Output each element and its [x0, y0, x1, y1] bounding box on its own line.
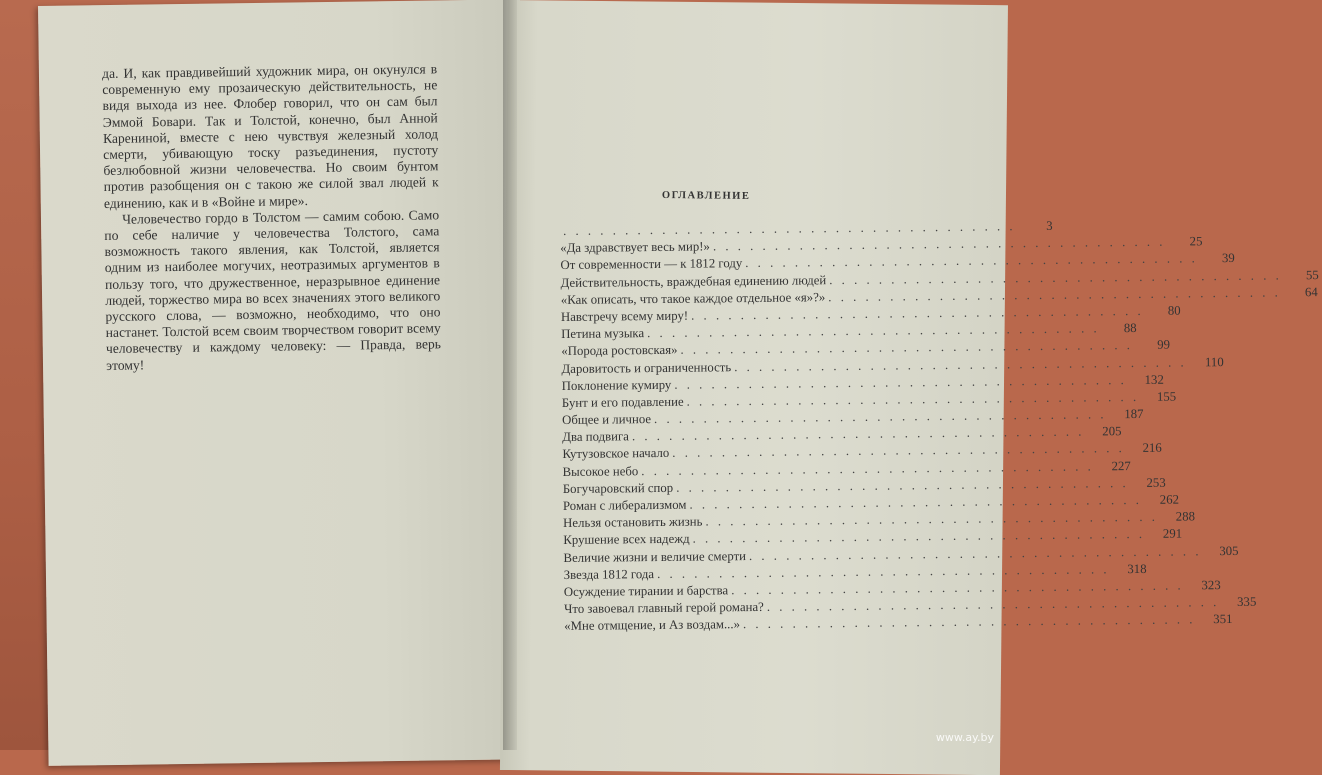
watermark: www.ay.by [935, 731, 994, 744]
toc-entry-label: Действительность, враждебная единению людей [560, 272, 827, 290]
toc-entry-label: Петина музыка [561, 326, 645, 342]
toc-entry-label: Богучаровский спор [562, 480, 674, 496]
toc-entry-label: «Порода ростовская» [561, 343, 678, 359]
toc-entry-page: 305 [1219, 543, 1239, 558]
toc-entry-page: 291 [1162, 526, 1183, 542]
toc-entry-label: Высокое небо [562, 463, 639, 479]
toc-entry [564, 612, 1233, 636]
table-of-contents [560, 218, 1319, 637]
toc-entry-page: 110 [1204, 354, 1224, 369]
toc-entry-page: 99 [1157, 337, 1171, 353]
toc-entry-page: 25 [1189, 234, 1203, 249]
toc-entry-page: 88 [1123, 321, 1137, 336]
toc-entry-label: Даровитость и ограниченность [561, 359, 732, 376]
toc-leader-dots: . . . . . . . . . . . . . . . . . . . . . . . . . . . . . . . . . . . . . [686, 389, 1140, 409]
toc-entry-page: 253 [1146, 475, 1166, 490]
toc-leader-dots: . . . . . . . . . . . . . . . . . . . . . . . . . . . . . . . . . . . . . [562, 219, 1016, 238]
toc-leader-dots: . . . . . . . . . . . . . . . . . . . . . . . . . . . . . . . . . . . . . [734, 354, 1187, 374]
toc-entry-page: 187 [1124, 406, 1144, 422]
toc-leader-dots: . . . . . . . . . . . . . . . . . . . . . . . . . . . . . . . . . . . . . [829, 268, 1282, 287]
toc-entry-page: 132 [1144, 372, 1164, 387]
toc-entry-label: Общее и личное [561, 412, 652, 428]
toc-entry-label: Нельзя остановить жизнь [563, 514, 703, 531]
toc-entry-page: 64 [1304, 284, 1318, 299]
toc-entry-page: 323 [1201, 578, 1221, 593]
toc-entry-page: 3 [1046, 218, 1053, 233]
toc-entry-label: «Мне отмщение, и Аз воздам...» [564, 617, 741, 634]
toc-leader-dots: . . . . . . . . . . . . . . . . . . . . . . . . . . . . . . . . . . . . . [676, 475, 1129, 495]
toc-leader-dots: . . . . . . . . . . . . . . . . . . . . . . . . . . . . . . . . . . . . . [653, 407, 1107, 427]
toc-entry-page: 335 [1237, 594, 1257, 610]
toc-leader-dots: . . . . . . . . . . . . . . . . . . . . . . . . . . . . . . . . . . . . . [656, 562, 1110, 581]
toc-entry-label: Крушение всех надежд [563, 532, 690, 548]
toc-leader-dots: . . . . . . . . . . . . . . . . . . . . . . . . . . . . . . . . . . . . . [731, 578, 1184, 598]
left-page-text [102, 61, 441, 374]
toc-leader-dots: . . . . . . . . . . . . . . . . . . . . . . . . . . . . . . . . . . . . . [647, 321, 1100, 341]
toc-leader-dots: . . . . . . . . . . . . . . . . . . . . . . . . . . . . . . . . . . . . . [705, 509, 1159, 529]
toc-leader-dots: . . . . . . . . . . . . . . . . . . . . . . . . . . . . . . . . . . . . . [745, 251, 1198, 271]
toc-entry-label: Два подвига [562, 429, 630, 445]
toc-entry-page: 288 [1175, 509, 1196, 524]
toc-entry-label: Осуждение тирании и барства [563, 583, 729, 599]
toc-leader-dots: . . . . . . . . . . . . . . . . . . . . . . . . . . . . . . . . . . . . . [689, 492, 1143, 512]
toc-leader-dots: . . . . . . . . . . . . . . . . . . . . . . . . . . . . . . . . . . . . . [691, 303, 1144, 323]
paragraph-1: да. И, как правдивейший художник мира, он окунулся в современную ему прозаическую действительность, не видя выхода из нее. Флобер говорил, что он сам был Эммой Бовари. Так и Толстой, конечно, был Анной Карениной, вместе с нею чувствуя железный холод смерти, убивающую тоску разъединения, пустоту безлюбовной жизни человечества. Но своим бунтом против разобщения он с такою же силой звал людей к единению, как и в «Войне и мире». [102, 61, 439, 211]
toc-leader-dots: . . . . . . . . . . . . . . . . . . . . . . . . . . . . . . . . . . . . . [674, 372, 1127, 392]
toc-entry-label: «Да здравствует весь мир!» [560, 239, 710, 256]
toc-entry-label: Роман с либерализмом [562, 497, 687, 513]
toc-leader-dots: . . . . . . . . . . . . . . . . . . . . . . . . . . . . . . . . . . . . . [692, 527, 1146, 547]
toc-leader-dots: . . . . . . . . . . . . . . . . . . . . . . . . . . . . . . . . . . . . . [742, 612, 1196, 632]
toc-entry-label: Поклонение кумиру [561, 377, 672, 393]
toc-leader-dots: . . . . . . . . . . . . . . . . . . . . . . . . . . . . . . . . . . . . . [712, 234, 1166, 254]
toc-entry-page: 155 [1156, 389, 1177, 404]
toc-leader-dots: . . . . . . . . . . . . . . . . . . . . . . . . . . . . . . . . . . . . . [766, 595, 1220, 614]
toc-entry-page: 227 [1111, 458, 1131, 473]
book-spine-shadow [503, 0, 517, 750]
toc-entry-page: 262 [1159, 492, 1180, 507]
paragraph-2: Человечество гордо в Толстом — самим собою. Само по себе наличие у человечества Толстого, сама возможность такого явления, как Толстой, является одним из наиболее могучих, неотразимых аргументов в пользу того, что дружественное, неразрывное единение людей, торжество мира во всех значениях этого великого русского слова, — возможно, необходимо, что оно настанет. Толстой всем своим творчеством говорит всему человечеству и каждому человеку: — Правда, верь этому! [104, 207, 442, 373]
toc-entry-label: Кутузовское начало [562, 446, 670, 462]
toc-leader-dots: . . . . . . . . . . . . . . . . . . . . . . . . . . . . . . . . . . . . . [828, 285, 1281, 304]
toc-entry-label: Величие жизни и величие смерти [563, 548, 747, 565]
toc-entry-page: 39 [1221, 251, 1235, 266]
toc-entry-label: Бунт и его подавление [561, 394, 684, 410]
toc-entry-page: 318 [1127, 561, 1147, 576]
toc-entry-page: 80 [1167, 303, 1181, 318]
toc-leader-dots: . . . . . . . . . . . . . . . . . . . . . . . . . . . . . . . . . . . . . [672, 441, 1125, 461]
toc-entry-label: Звезда 1812 года [563, 566, 655, 582]
toc-entry-label: Что завоевал главный герой романа? [563, 600, 764, 617]
toc-leader-dots: . . . . . . . . . . . . . . . . . . . . . . . . . . . . . . . . . . . . . [748, 543, 1202, 563]
toc-entry-page: 55 [1305, 267, 1319, 282]
toc-leader-dots: . . . . . . . . . . . . . . . . . . . . . . . . . . . . . . . . . . . . . [631, 424, 1085, 444]
toc-entry-page: 205 [1102, 424, 1122, 439]
toc-leader-dots: . . . . . . . . . . . . . . . . . . . . . . . . . . . . . . . . . . . . . [641, 459, 1094, 478]
toc-entry-label: «Как описать, что такое каждое отдельное «я»?» [560, 289, 826, 307]
toc-title: ОГЛАВЛЕНИЕ [661, 190, 751, 202]
toc-leader-dots: . . . . . . . . . . . . . . . . . . . . . . . . . . . . . . . . . . . . . [680, 338, 1134, 358]
toc-entry-page: 351 [1213, 612, 1233, 627]
toc-entry-label: От современности — к 1812 году [560, 256, 743, 273]
toc-entry-page: 216 [1142, 441, 1162, 456]
toc-entry-label: Навстречу всему миру! [560, 308, 689, 324]
